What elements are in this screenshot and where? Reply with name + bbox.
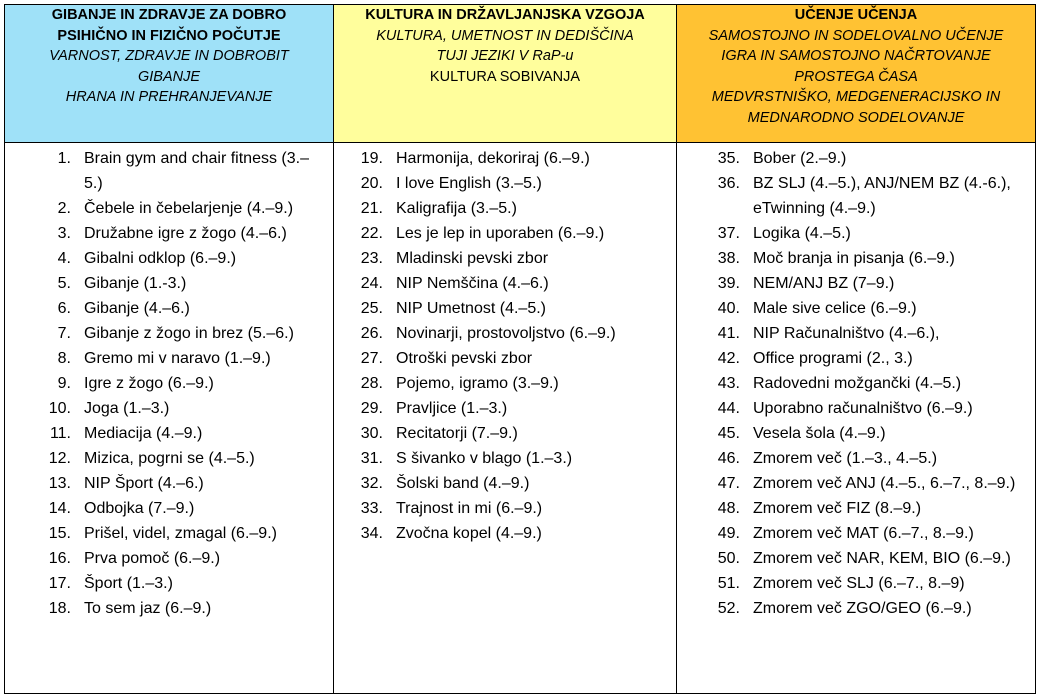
- item-text: Mediacija (4.–9.): [84, 425, 203, 442]
- item-number: 50.: [717, 550, 740, 567]
- list-item: [677, 571, 1023, 596]
- item-number: 38.: [717, 250, 740, 267]
- list-item: [677, 371, 1023, 396]
- item-number: 21.: [360, 200, 383, 217]
- list-item: [334, 471, 666, 496]
- item-number: 29.: [360, 400, 383, 417]
- item-number: 49.: [717, 525, 740, 542]
- item-text: Radovedni možgančki (4.–5.): [753, 375, 962, 392]
- list-item: [5, 596, 323, 621]
- item-number: 52.: [717, 600, 740, 617]
- item-text: Šolski band (4.–9.): [396, 475, 530, 492]
- item-text: Zmorem več ZGO/GEO (6.–9.): [753, 600, 972, 617]
- item-text: Gremo mi v naravo (1.–9.): [84, 350, 271, 367]
- list-item: [334, 446, 666, 471]
- item-number: 33.: [360, 500, 383, 517]
- item-number: 34.: [360, 525, 383, 542]
- list-item: [5, 146, 323, 196]
- list-item: [334, 221, 666, 246]
- list-item: [5, 521, 323, 546]
- list-item: [677, 321, 1023, 346]
- list-item: [677, 521, 1023, 546]
- item-text: Logika (4.–5.): [753, 225, 851, 242]
- list-item: [677, 596, 1023, 621]
- item-text: Joga (1.–3.): [84, 400, 170, 417]
- column-subtitle-line: HRANA IN PREHRANJEVANJE: [65, 89, 273, 105]
- list-item: [677, 171, 1023, 221]
- item-text: To sem jaz (6.–9.): [84, 600, 212, 617]
- list-item: [5, 371, 323, 396]
- list-item: [677, 246, 1023, 271]
- item-number: 44.: [717, 400, 740, 417]
- item-number: 28.: [360, 375, 383, 392]
- item-text: Šport (1.–3.): [84, 575, 173, 592]
- item-text: Office programi (2., 3.): [753, 350, 913, 367]
- item-text: Recitatorji (7.–9.): [396, 425, 518, 442]
- item-text: Moč branja in pisanja (6.–9.): [753, 250, 955, 267]
- column-title-line: UČENJE UČENJA: [794, 7, 918, 23]
- item-text: NEM/ANJ BZ (7–9.): [753, 275, 895, 292]
- item-number: 26.: [360, 325, 383, 342]
- activity-list: [334, 143, 676, 546]
- list-item: [677, 296, 1023, 321]
- item-number: 13.: [48, 475, 71, 492]
- list-item: [5, 246, 323, 271]
- item-text: Otroški pevski zbor: [396, 350, 533, 367]
- item-text: Zmorem več MAT (6.–7., 8.–9.): [753, 525, 974, 542]
- list-item: [5, 346, 323, 371]
- header-col-movement-health: [5, 5, 334, 143]
- list-item: [5, 321, 323, 346]
- item-text: Pravljice (1.–3.): [396, 400, 508, 417]
- item-number: 40.: [717, 300, 740, 317]
- list-item: [5, 571, 323, 596]
- item-number: 47.: [717, 475, 740, 492]
- list-item: [677, 546, 1023, 571]
- item-number: 1.: [57, 150, 71, 167]
- item-text: Čebele in čebelarjenje (4.–9.): [84, 200, 294, 217]
- item-number: 18.: [48, 600, 71, 617]
- item-number: 5.: [57, 275, 71, 292]
- item-text: Harmonija, dekoriraj (6.–9.): [396, 150, 590, 167]
- item-number: 7.: [57, 325, 71, 342]
- list-item: [5, 471, 323, 496]
- item-number: 9.: [57, 375, 71, 392]
- item-number: 39.: [717, 275, 740, 292]
- item-text: Gibanje (1.-3.): [84, 275, 187, 292]
- item-text: Zmorem več SLJ (6.–7., 8.–9): [753, 575, 965, 592]
- item-text: Gibalni odklop (6.–9.): [84, 250, 237, 267]
- list-item: [677, 396, 1023, 421]
- item-text: Mladinski pevski zbor: [396, 250, 549, 267]
- list-item: [677, 346, 1023, 371]
- list-item: [5, 421, 323, 446]
- item-number: 36.: [717, 175, 740, 192]
- list-item: [5, 446, 323, 471]
- item-text: Pojemo, igramo (3.–9.): [396, 375, 559, 392]
- item-text: NIP Umetnost (4.–5.): [396, 300, 546, 317]
- list-item: [677, 471, 1023, 496]
- item-number: 43.: [717, 375, 740, 392]
- item-text: Kaligrafija (3.–5.): [396, 200, 517, 217]
- activity-list: [677, 143, 1035, 621]
- item-number: 32.: [360, 475, 383, 492]
- header-col-learning-to-learn: [677, 5, 1036, 143]
- item-number: 37.: [717, 225, 740, 242]
- item-number: 22.: [360, 225, 383, 242]
- activity-list: [5, 143, 333, 621]
- item-text: Trajnost in mi (6.–9.): [396, 500, 543, 517]
- item-number: 17.: [48, 575, 71, 592]
- list-item: [677, 446, 1023, 471]
- item-number: 46.: [717, 450, 740, 467]
- list-item: [334, 346, 666, 371]
- list-cell-culture-civics: [334, 143, 677, 694]
- item-number: 45.: [717, 425, 740, 442]
- item-text: Zmorem več (1.–3., 4.–5.): [753, 450, 938, 467]
- item-number: 19.: [360, 150, 383, 167]
- item-number: 4.: [57, 250, 71, 267]
- item-text: Vesela šola (4.–9.): [753, 425, 886, 442]
- item-text: Prva pomoč (6.–9.): [84, 550, 221, 567]
- column-subtitle-line: VARNOST, ZDRAVJE IN DOBROBIT: [49, 48, 289, 64]
- list-item: [677, 271, 1023, 296]
- column-title-line: KULTURA IN DRŽAVLJANJSKA VZGOJA: [365, 7, 645, 23]
- list-item: [677, 421, 1023, 446]
- list-item: [677, 496, 1023, 521]
- item-number: 20.: [360, 175, 383, 192]
- column-subtitle-line: KULTURA SOBIVANJA: [429, 68, 581, 85]
- column-subtitle-line: KULTURA, UMETNOST IN DEDIŠČINA: [376, 27, 634, 44]
- header-col-culture-civics: [334, 5, 677, 143]
- column-subtitle-line: PROSTEGA ČASA: [794, 68, 918, 85]
- list-item: [334, 321, 666, 346]
- list-item: [334, 146, 666, 171]
- list-item: [334, 296, 666, 321]
- list-item: [334, 521, 666, 546]
- item-text: Uporabno računalništvo (6.–9.): [753, 400, 973, 417]
- item-text: Male sive celice (6.–9.): [753, 300, 917, 317]
- item-text: Mizica, pogrni se (4.–5.): [84, 450, 255, 467]
- list-item: [334, 246, 666, 271]
- item-text: Bober (2.–9.): [753, 150, 847, 167]
- list-cell-learning-to-learn: [677, 143, 1036, 694]
- list-item: [334, 371, 666, 396]
- list-item: [5, 546, 323, 571]
- item-number: 16.: [48, 550, 71, 567]
- column-subtitle-line: SAMOSTOJNO IN SODELOVALNO UČENJE: [708, 27, 1004, 44]
- activities-table: [4, 4, 1036, 694]
- item-number: 12.: [48, 450, 71, 467]
- list-item: [5, 396, 323, 421]
- item-number: 41.: [717, 325, 740, 342]
- item-number: 10.: [48, 400, 71, 417]
- column-subtitle-line: TUJI JEZIKI V RaP-u: [436, 48, 574, 64]
- item-number: 51.: [717, 575, 740, 592]
- item-text: Zmorem več FIZ (8.–9.): [753, 500, 922, 517]
- item-text: Novinarji, prostovoljstvo (6.–9.): [396, 325, 616, 342]
- item-number: 8.: [57, 350, 71, 367]
- column-subtitle-line: MEDNARODNO SODELOVANJE: [747, 109, 965, 126]
- column-title-line: PSIHIČNO IN FIZIČNO POČUTJE: [57, 27, 281, 44]
- item-number: 15.: [48, 525, 71, 542]
- item-text: Zvočna kopel (4.–9.): [396, 525, 542, 542]
- item-text: Gibanje z žogo in brez (5.–6.): [84, 325, 294, 342]
- list-item: [334, 421, 666, 446]
- list-item: [677, 221, 1023, 246]
- item-text: Les je lep in uporaben (6.–9.): [396, 225, 605, 242]
- item-text: Družabne igre z žogo (4.–6.): [84, 225, 287, 242]
- item-number: 30.: [360, 425, 383, 442]
- item-number: 24.: [360, 275, 383, 292]
- item-text: Prišel, videl, zmagal (6.–9.): [84, 525, 277, 542]
- item-text: Brain gym and chair fitness (3.–5.): [84, 150, 309, 192]
- item-text: NIP Šport (4.–6.): [84, 475, 204, 492]
- item-text: Odbojka (7.–9.): [84, 500, 195, 517]
- header-row: [5, 5, 1036, 143]
- item-number: 42.: [717, 350, 740, 367]
- column-subtitle-line: IGRA IN SAMOSTOJNO NAČRTOVANJE: [721, 48, 991, 64]
- list-cell-movement-health: [5, 143, 334, 694]
- column-subtitle-line: MEDVRSTNIŠKO, MEDGENERACIJSKO IN: [711, 89, 1001, 105]
- item-text: Zmorem več ANJ (4.–5., 6.–7., 8.–9.): [753, 475, 1016, 492]
- column-subtitle-line: GIBANJE: [137, 68, 201, 85]
- item-text: BZ SLJ (4.–5.), ANJ/NEM BZ (4.-6.), eTwinning (4.–9.): [753, 175, 1011, 217]
- item-number: 6.: [57, 300, 71, 317]
- list-item: [5, 271, 323, 296]
- item-number: 27.: [360, 350, 383, 367]
- body-row: [5, 143, 1036, 694]
- item-number: 23.: [360, 250, 383, 267]
- item-number: 11.: [49, 425, 71, 442]
- column-title-line: GIBANJE IN ZDRAVJE ZA DOBRO: [51, 7, 287, 23]
- list-item: [5, 221, 323, 246]
- list-item: [334, 496, 666, 521]
- item-number: 14.: [48, 500, 71, 517]
- item-number: 3.: [57, 225, 71, 242]
- item-number: 31.: [360, 450, 383, 467]
- list-item: [334, 171, 666, 196]
- item-text: Zmorem več NAR, KEM, BIO (6.–9.): [753, 550, 1011, 567]
- item-text: I love English (3.–5.): [396, 175, 542, 192]
- item-text: Gibanje (4.–6.): [84, 300, 190, 317]
- item-number: 48.: [717, 500, 740, 517]
- item-number: 2.: [57, 200, 71, 217]
- list-item: [5, 496, 323, 521]
- item-text: Igre z žogo (6.–9.): [84, 375, 214, 392]
- list-item: [334, 196, 666, 221]
- item-text: NIP Nemščina (4.–6.): [396, 275, 549, 292]
- list-item: [334, 396, 666, 421]
- list-item: [5, 196, 323, 221]
- list-item: [334, 271, 666, 296]
- list-item: [677, 146, 1023, 171]
- item-text: S šivanko v blago (1.–3.): [396, 450, 573, 467]
- item-number: 25.: [360, 300, 383, 317]
- item-number: 35.: [717, 150, 740, 167]
- list-item: [5, 296, 323, 321]
- item-text: NIP Računalništvo (4.–6.),: [753, 325, 940, 342]
